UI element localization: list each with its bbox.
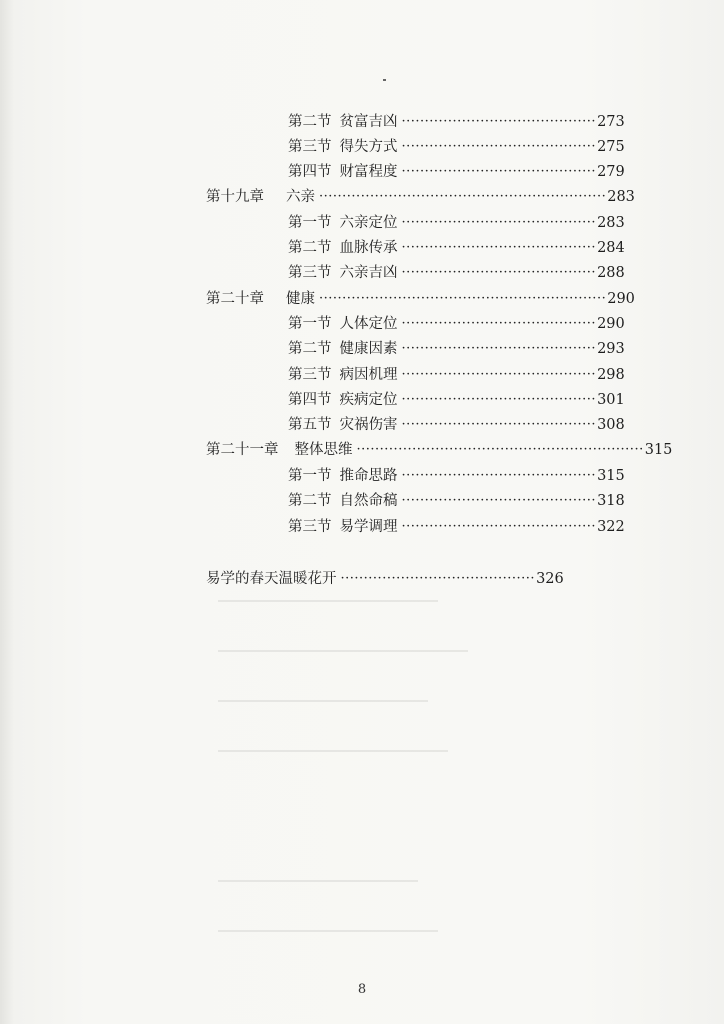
toc-leader-dots: ·········································· <box>401 367 597 382</box>
toc-entry-title: 易学调理 <box>339 519 398 535</box>
toc-entry-title: 六亲吉凶 <box>339 265 398 281</box>
toc-entry-number: 第三节 <box>288 265 332 281</box>
toc-entry-number: 第一节 <box>288 215 332 231</box>
toc-leader-dots: ·········································· <box>401 417 597 432</box>
toc-entry-page: 308 <box>597 417 625 433</box>
toc-entry-number: 第二节 <box>288 341 332 357</box>
page-number: 8 <box>357 982 367 997</box>
toc-entry-number: 第二节 <box>288 240 332 256</box>
show-through-mark <box>218 650 468 652</box>
toc-entry[interactable] <box>288 136 625 158</box>
toc-chapter-title: 六亲 <box>286 189 315 205</box>
toc-entry-number: 第二节 <box>288 493 332 509</box>
toc-entry-number: 第三节 <box>288 367 332 383</box>
toc-chapter-number: 第二十一章 <box>206 442 279 458</box>
toc-leader-dots: ·········································· <box>401 468 597 483</box>
toc-entry-title: 人体定位 <box>339 316 398 332</box>
toc-leader-dots: ·········································· <box>401 164 597 179</box>
toc-entry-number: 第一节 <box>288 316 332 332</box>
toc-entry-title: 灾祸伤害 <box>339 417 398 433</box>
toc-entry-page: 322 <box>597 519 625 535</box>
toc-entry-number: 第二节 <box>288 114 332 130</box>
toc-entry-title: 健康因素 <box>339 341 398 357</box>
toc-leader-dots: ·········································· <box>401 392 597 407</box>
toc-entry[interactable] <box>288 262 625 284</box>
toc-entry-number: 第一节 <box>288 468 332 484</box>
toc-entry-title: 自然命稿 <box>339 493 398 509</box>
toc-entry-number: 第四节 <box>288 164 332 180</box>
toc-entry-title: 财富程度 <box>339 164 398 180</box>
toc-chapter-title: 整体思维 <box>294 442 353 458</box>
toc-entry-page: 279 <box>597 164 625 180</box>
top-mark <box>383 79 386 81</box>
toc-leader-dots: ······························································ <box>319 291 607 306</box>
toc-leader-dots: ·········································· <box>401 341 597 356</box>
toc-entry-number: 第五节 <box>288 417 332 433</box>
toc-leader-dots: ·········································· <box>401 519 597 534</box>
toc-epilogue-title: 易学的春天温暖花开 <box>206 571 337 587</box>
toc-entry-title: 推命思路 <box>339 468 398 484</box>
toc-entry-page: 273 <box>597 114 625 130</box>
toc-entry[interactable] <box>288 212 625 234</box>
toc-leader-dots: ·········································· <box>401 240 597 255</box>
toc-entry[interactable] <box>288 465 625 487</box>
toc-entry-page: 284 <box>597 240 625 256</box>
toc-epilogue-page: 326 <box>536 571 564 587</box>
toc-leader-dots: ·········································· <box>401 139 597 154</box>
show-through-mark <box>218 750 448 752</box>
toc-chapter-number: 第二十章 <box>206 291 264 307</box>
show-through-mark <box>218 880 418 882</box>
toc-entry[interactable] <box>288 516 625 538</box>
toc-leader-dots: ·········································· <box>401 265 597 280</box>
show-through-mark <box>218 600 438 602</box>
toc-entry[interactable] <box>288 111 625 133</box>
toc-entry[interactable] <box>288 237 625 259</box>
toc-entry-page: 315 <box>597 468 625 484</box>
toc-epilogue-entry[interactable] <box>206 568 564 590</box>
toc-entry-page: 283 <box>597 215 625 231</box>
toc-chapter-page: 315 <box>644 442 673 458</box>
toc-leader-dots: ·········································· <box>401 114 597 129</box>
toc-entry-number: 第三节 <box>288 519 332 535</box>
toc-chapter-title: 健康 <box>286 291 315 307</box>
toc-chapter-number: 第十九章 <box>206 189 264 205</box>
toc-entry-page: 288 <box>597 265 625 281</box>
toc-entry-page: 290 <box>597 316 625 332</box>
toc-entry[interactable] <box>288 364 625 386</box>
toc-entry[interactable] <box>288 414 625 436</box>
toc-leader-dots: ·········································· <box>340 571 536 586</box>
toc-entry-title: 血脉传承 <box>339 240 398 256</box>
toc-entry-page: 275 <box>597 139 625 155</box>
toc-entry-title: 贫富吉凶 <box>339 114 398 130</box>
show-through-mark <box>218 930 438 932</box>
toc-entry-page: 318 <box>597 493 625 509</box>
toc-entry[interactable] <box>288 338 625 360</box>
toc-chapter-page: 283 <box>607 189 635 205</box>
toc-chapter-entry[interactable] <box>206 186 635 208</box>
toc-leader-dots: ·········································· <box>401 215 597 230</box>
toc-entry-page: 293 <box>597 341 625 357</box>
toc-entry-number: 第四节 <box>288 392 332 408</box>
toc-leader-dots: ·········································· <box>401 493 597 508</box>
show-through-mark <box>218 700 428 702</box>
toc-leader-dots: ·········································· <box>401 316 597 331</box>
toc-entry-title: 六亲定位 <box>339 215 398 231</box>
toc-chapter-page: 290 <box>607 291 635 307</box>
toc-chapter-entry[interactable] <box>206 288 635 310</box>
toc-leader-dots: ······························································ <box>356 442 644 457</box>
toc-entry[interactable] <box>288 161 625 183</box>
toc-entry[interactable] <box>288 490 625 512</box>
toc-chapter-entry[interactable] <box>206 439 673 461</box>
toc-entry-page: 301 <box>597 392 625 408</box>
toc-leader-dots: ······························································ <box>319 189 607 204</box>
toc-entry-title: 病因机理 <box>339 367 398 383</box>
toc-entry-title: 得失方式 <box>339 139 398 155</box>
toc-entry-number: 第三节 <box>288 139 332 155</box>
page-edge-shadow <box>0 0 14 1024</box>
toc-entry[interactable] <box>288 313 625 335</box>
toc-entry[interactable] <box>288 389 625 411</box>
toc-entry-page: 298 <box>597 367 625 383</box>
toc-entry-title: 疾病定位 <box>339 392 398 408</box>
